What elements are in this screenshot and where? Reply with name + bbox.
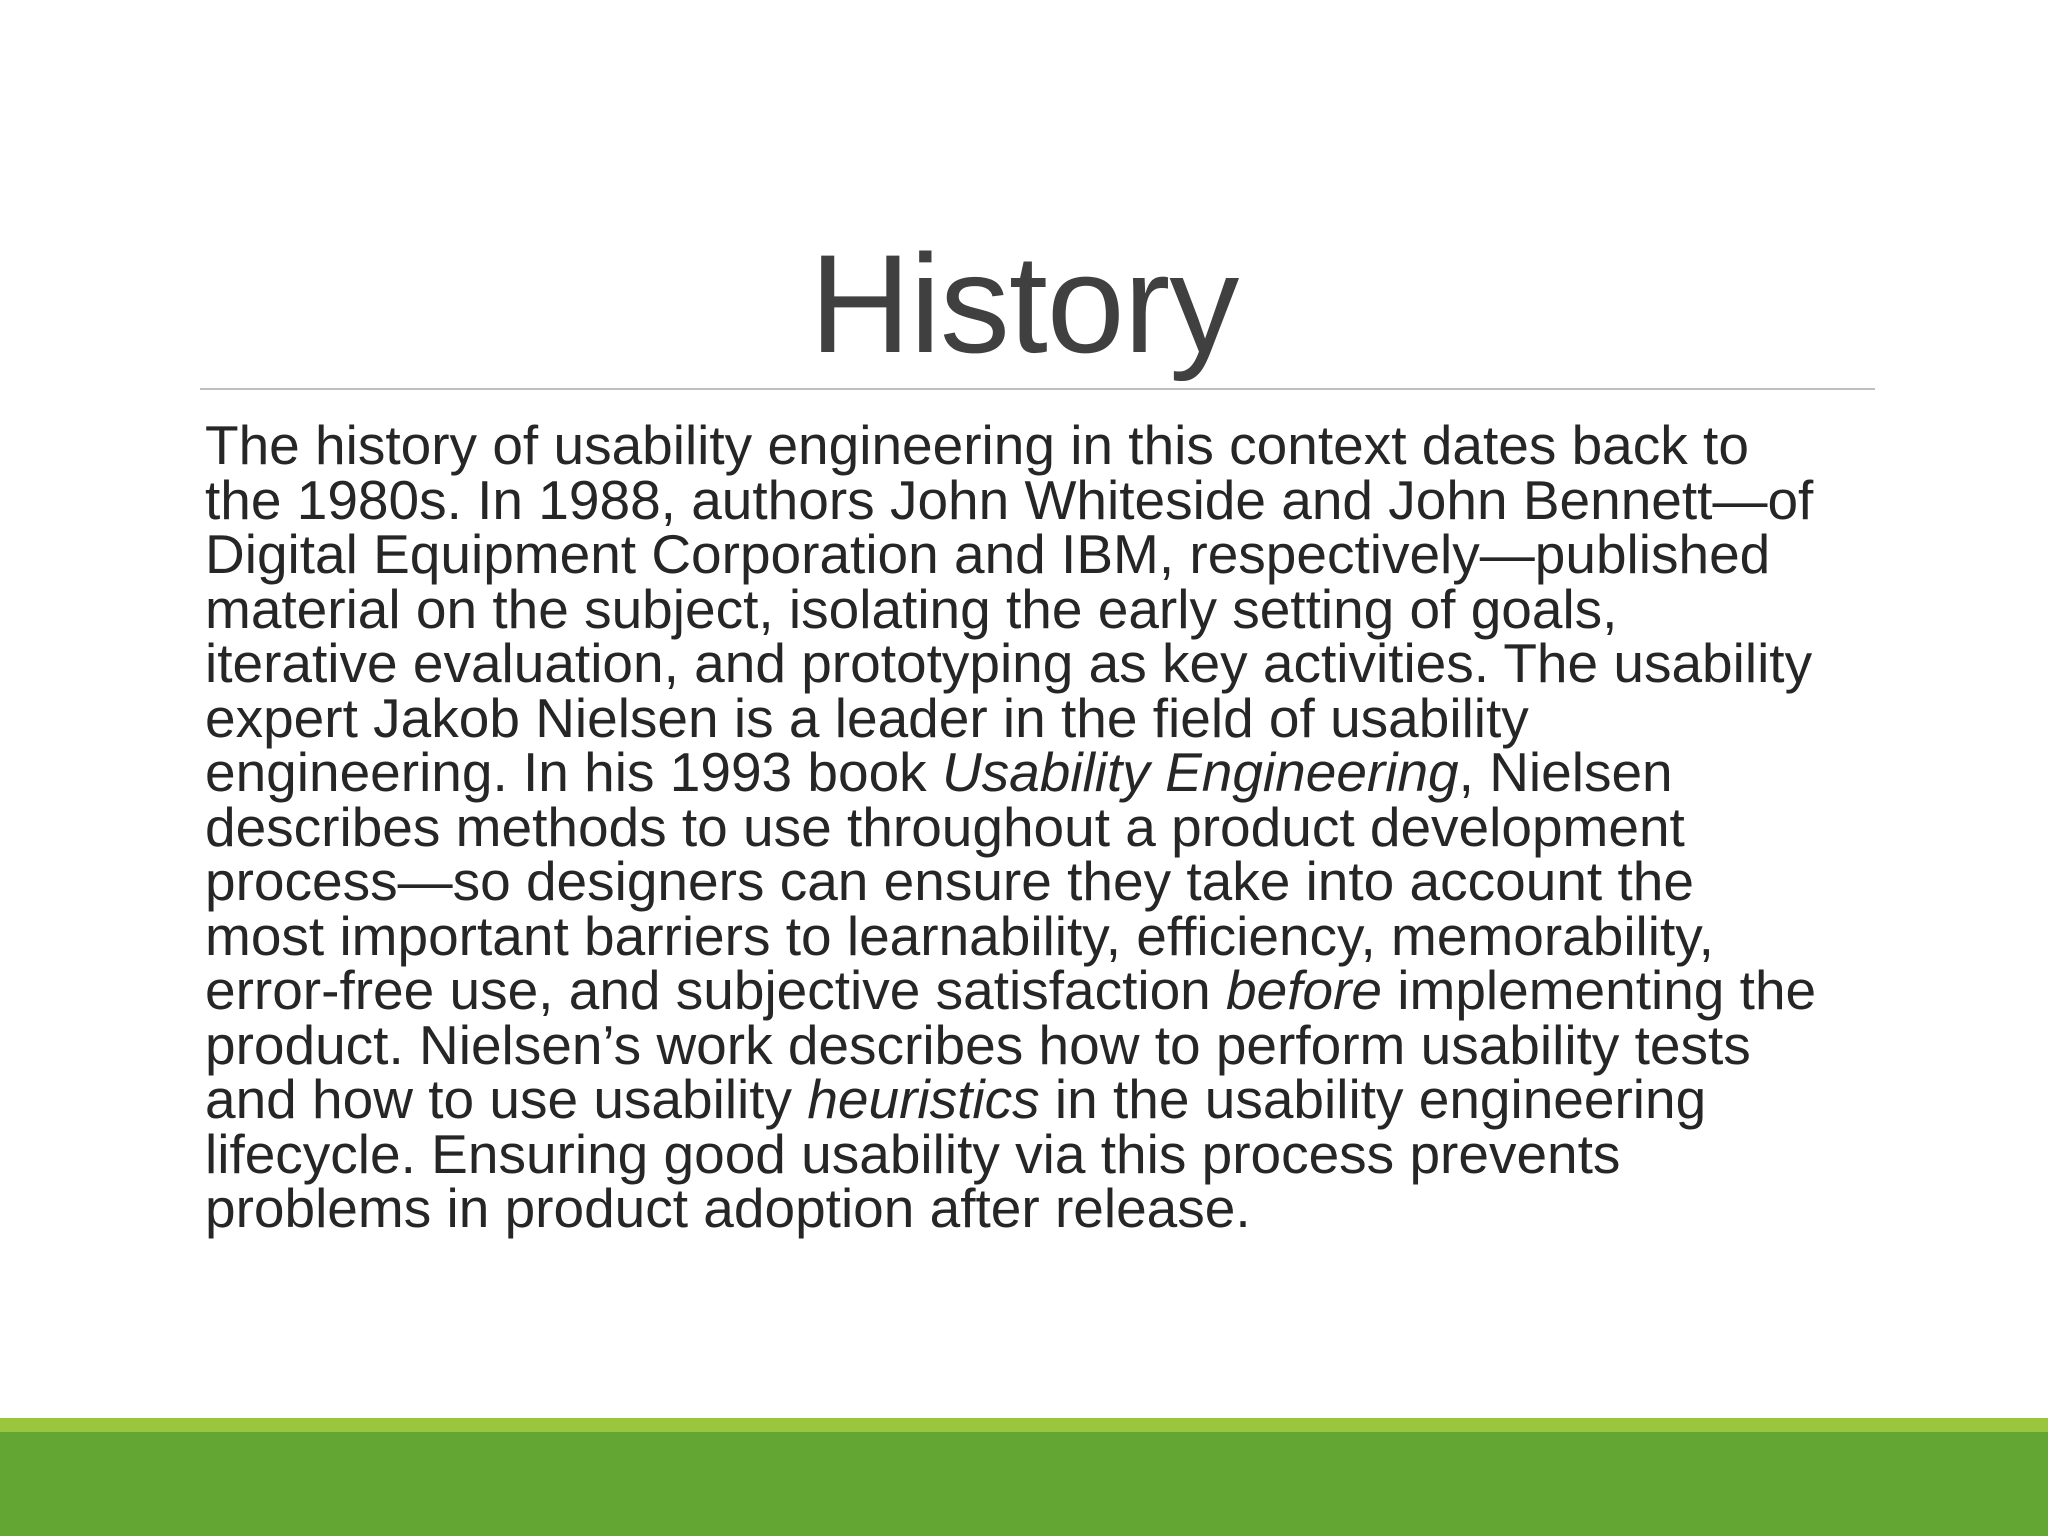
body-line — [205, 795, 1885, 858]
body-line — [205, 904, 1885, 967]
footer-band — [0, 1432, 2048, 1536]
text-run: iterative evaluation, and prototyping as key activities. The usability — [205, 632, 1813, 694]
text-run: the 1980s. In 1988, authors John Whiteside and John Bennett—of — [205, 468, 1814, 531]
body-line — [205, 959, 1885, 1021]
text-run: most important barriers to learnability, efficiency, memorability, — [205, 904, 1714, 967]
text-run: engineering. In his 1993 book — [205, 741, 942, 803]
body-line — [205, 850, 1885, 912]
text-run: The history of usability engineering in this context dates back to — [205, 414, 1749, 476]
text-run: and how to use usability — [205, 1068, 808, 1130]
text-run: implementing the — [1382, 959, 1817, 1021]
text-run: product. Nielsen’s work describes how to perform usability tests — [205, 1013, 1751, 1076]
body-line — [205, 414, 1885, 476]
text-run: lifecycle. Ensuring good usability via this process prevents — [205, 1122, 1621, 1185]
italic-text-run: before — [1226, 959, 1382, 1021]
body-line — [205, 1068, 1885, 1130]
text-run: error-free use, and subjective satisfaction — [205, 959, 1227, 1021]
body-line — [205, 686, 1885, 749]
text-run: Digital Equipment Corporation and IBM, respectively—published — [205, 523, 1771, 585]
italic-text-run: Usability Engineering — [941, 741, 1459, 803]
italic-text-run: heuristics — [807, 1068, 1040, 1130]
body-line — [205, 1013, 1885, 1076]
slide-body — [205, 414, 1885, 1239]
text-run: expert Jakob Nielsen is a leader in the field of usability — [205, 686, 1529, 749]
body-line — [205, 577, 1885, 640]
text-run: in the usability engineering — [1039, 1068, 1707, 1130]
body-line — [205, 632, 1885, 694]
body-line — [205, 741, 1885, 803]
text-run: process—so designers can ensure they take into account the — [205, 850, 1694, 912]
text-run: material on the subject, isolating the early setting of goals, — [205, 577, 1618, 640]
body-line — [205, 1122, 1885, 1185]
body-line — [205, 1177, 1885, 1239]
text-run: problems in product adoption after release. — [205, 1177, 1251, 1239]
text-run: describes methods to use throughout a product development — [205, 795, 1685, 858]
body-line — [205, 523, 1885, 585]
title-divider — [200, 388, 1875, 390]
slide-title: History — [809, 225, 1239, 382]
footer-accent-stripe — [0, 1418, 2048, 1432]
text-run: , Nielsen — [1458, 741, 1673, 803]
body-line — [205, 468, 1885, 531]
